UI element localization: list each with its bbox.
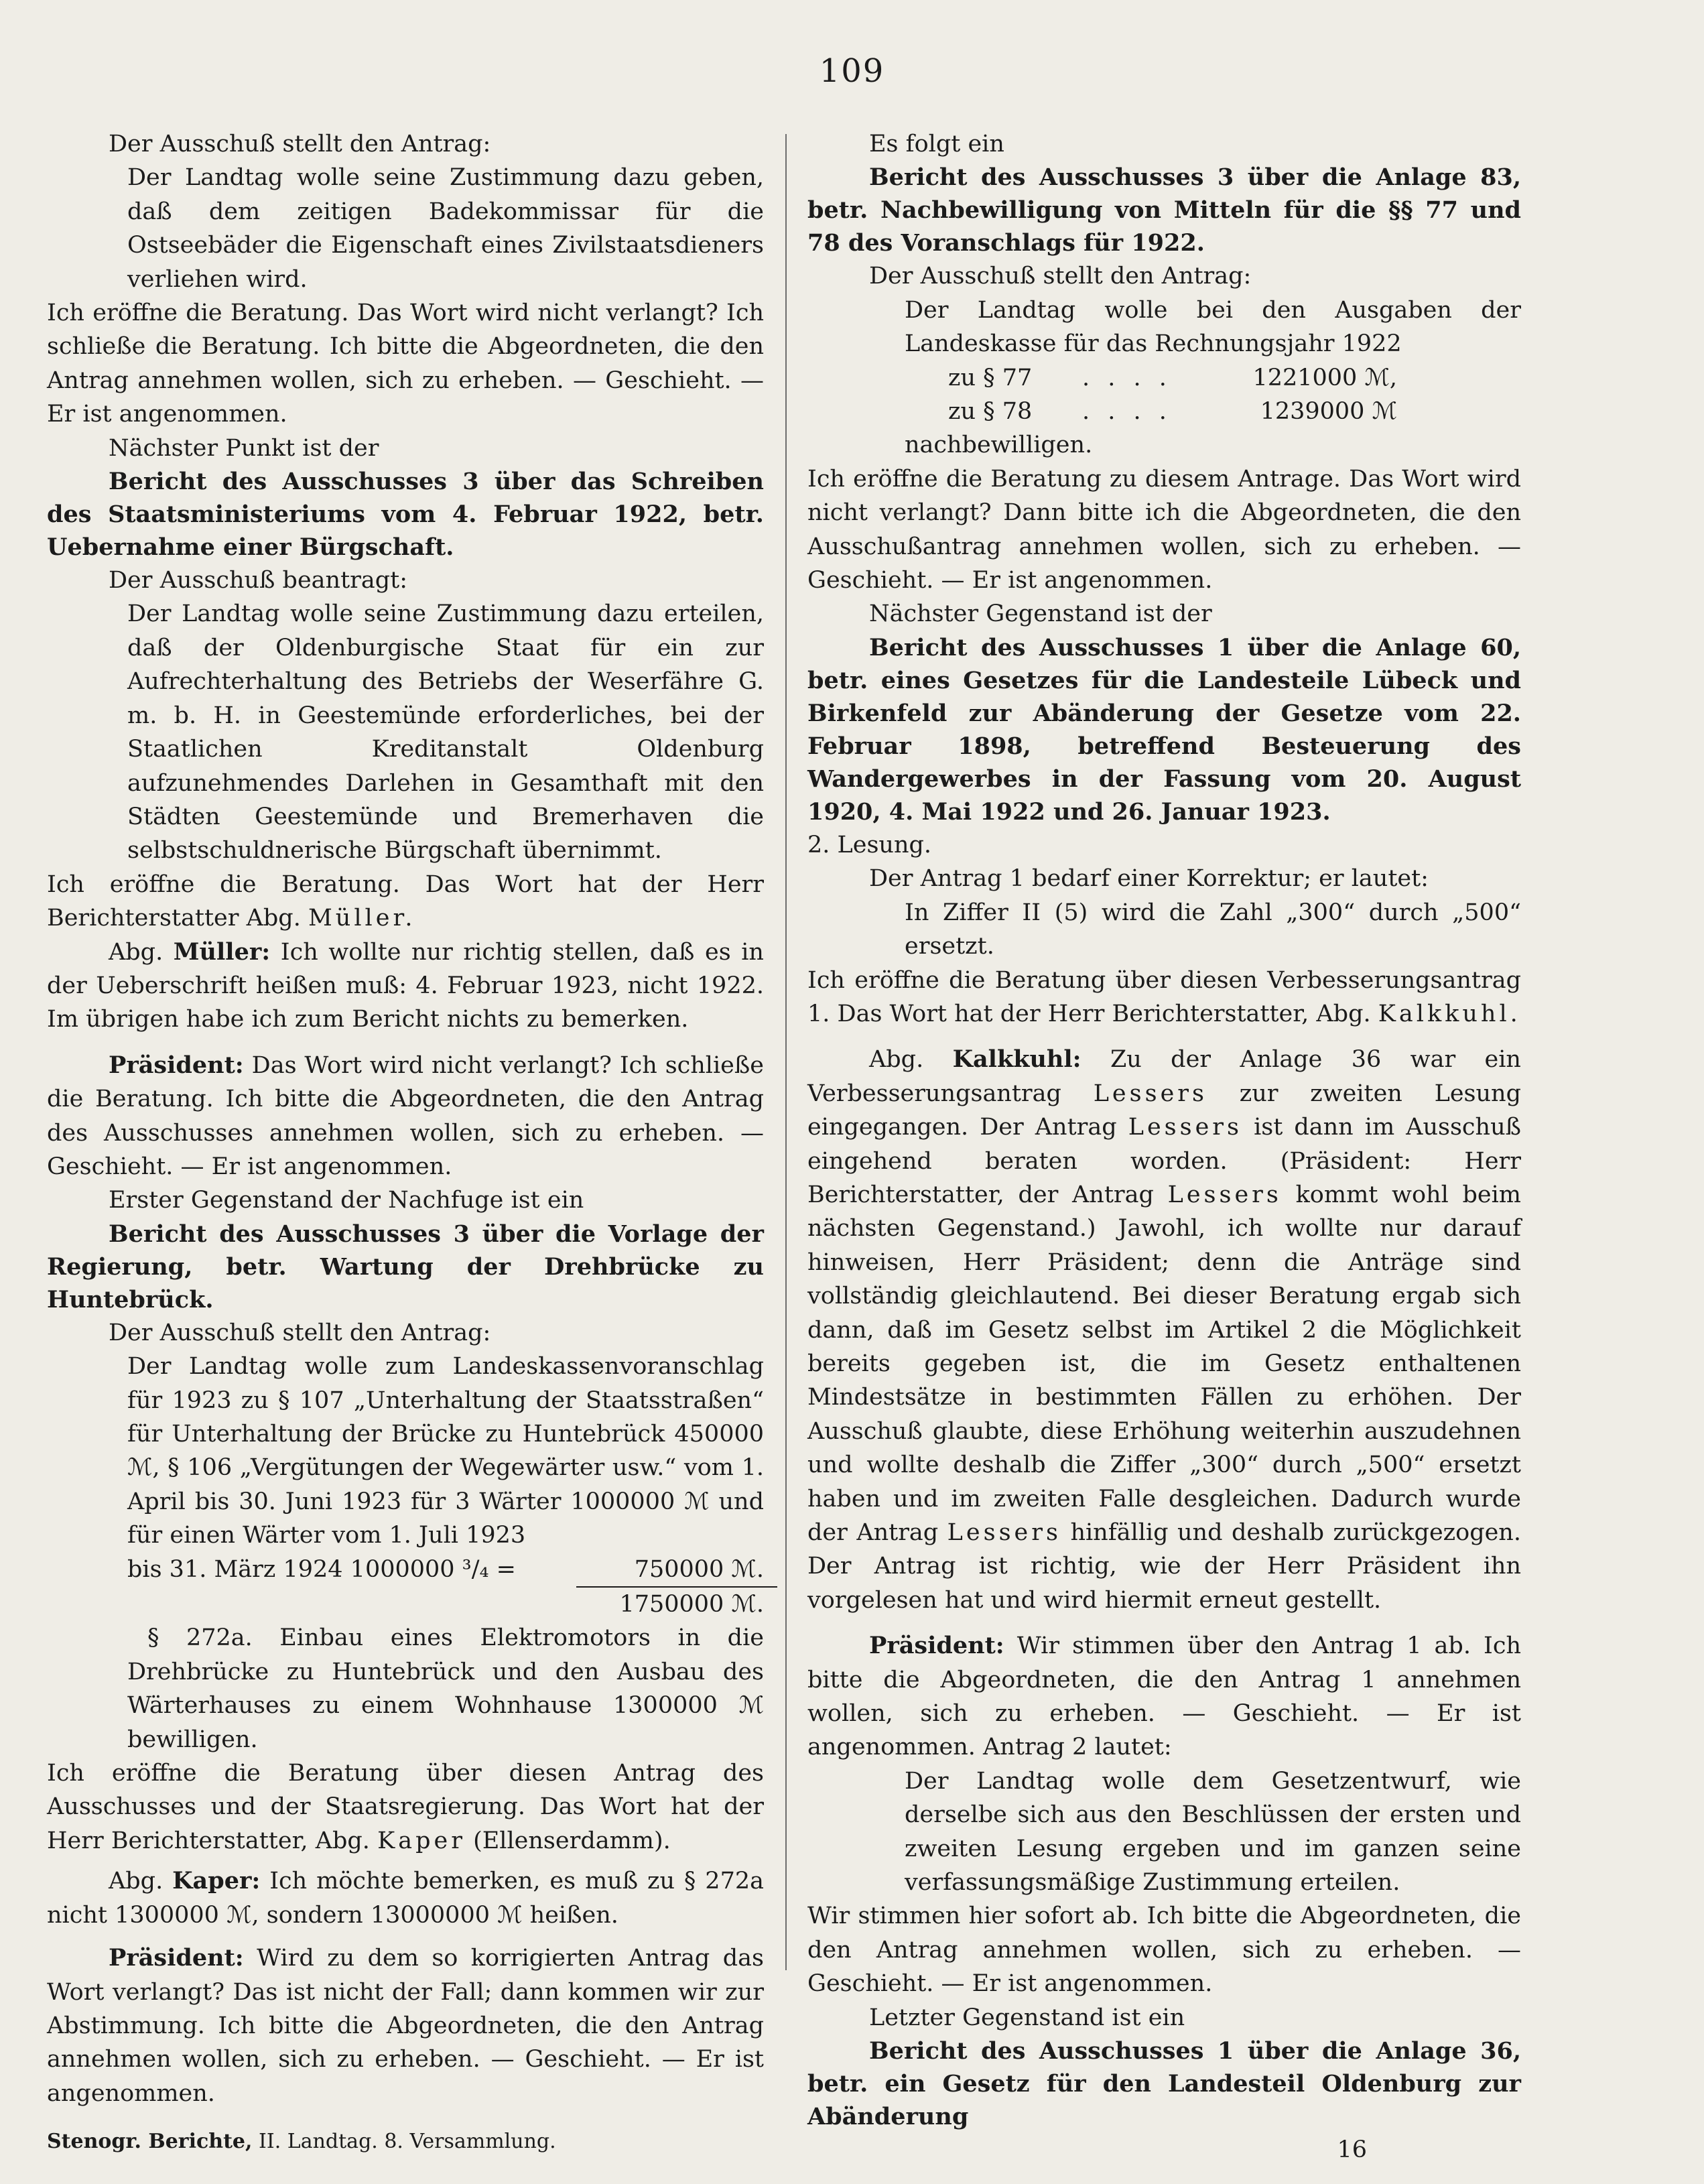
- speaker-name: Präsident:: [109, 1944, 244, 1972]
- speaker-name: Müller.: [308, 905, 416, 932]
- paragraph: Nächster Punkt ist der: [109, 434, 379, 462]
- speaker-name: Präsident:: [869, 1632, 1004, 1660]
- motion-text: In Ziffer II (5) wird die Zahl „300“ durch „500“ ersetzt.: [905, 899, 1521, 960]
- paragraph: [47, 1049, 764, 1184]
- calc-sum-row: [127, 1588, 764, 1621]
- calc-sum: 1750000 ℳ.: [619, 1591, 764, 1618]
- paragraph-text: zur zweiten Lesung eingegangen. Der Antrag: [807, 1080, 1521, 1141]
- paragraph: [807, 1043, 1521, 1617]
- paragraph: Ich eröffne die Beratung. Das Wort wird nicht verlangt? Ich schließe die Beratung. Ich bitte die Abgeordneten, die den Antrag annehmen wollen, sich zu erheben. — Geschieht. — Er ist angenommen.: [47, 300, 764, 428]
- report-heading: Bericht des Ausschusses 3 über das Schreiben des Staatsministeriums vom 4. Februar 1922, betr. Uebernahme einer Bürgschaft.: [47, 468, 764, 562]
- report-heading: Bericht des Ausschusses 1 über die Anlage 60, betr. eines Gesetzes für die Landesteile Lübeck und Birkenfeld zur Abänderung der Gesetze vom 22. Februar 1898, betreffend Besteuerung des Wandergewerbes in der Fassung vom 20. August 1920, 4. Mai 1922 und 26. Januar 1923.: [807, 633, 1521, 826]
- paragraph: [47, 1864, 764, 1932]
- paragraph: [807, 1629, 1521, 1764]
- paragraph: [47, 868, 764, 936]
- speaker-name: Kalkkuhl:: [952, 1045, 1082, 1074]
- appropriation-label: zu § 77: [948, 364, 1033, 391]
- paragraph-text: Das Wort wird nicht verlangt? Ich schließe die Beratung. Ich bitte die Abgeordneten, die den Antrag des Ausschusses annehmen wollen, sich zu erheben. — Geschieht. — Er ist angenommen.: [47, 1051, 764, 1180]
- calc-spacer: [127, 1588, 567, 1621]
- motion-text: Der Landtag wolle zum Landeskassenvoranschlag für 1923 zu § 107 „Unterhaltung der Staatsstraßen“ für Unterhaltung der Brücke zu Huntebrück 450000 ℳ, § 106 „Vergütungen der Wegewärter usw.“ vom 1. April bis 30. Juni 1923 für 3 Wärter 1000000 ℳ und für einen Wärter vom 1. Juli 1923: [127, 1353, 764, 1549]
- paragraph-text: Ich möchte bemerken, es muß zu § 272a nicht 1300000 ℳ, sondern 13000000 ℳ heißen.: [47, 1868, 764, 1929]
- appropriation-row: [948, 361, 1521, 395]
- leader-dots: . . . .: [1082, 398, 1172, 426]
- paragraph-text: Wird zu dem so korrigierten Antrag das Wort verlangt? Das ist nicht der Fall; dann kommen wir zur Abstimmung. Ich bitte die Abgeordneten, die den Antrag annehmen wollen, sich zu erheben. — Geschieht. — Er ist angenommen.: [47, 1945, 764, 2107]
- paragraph-text: Ich eröffne die Beratung über diesen Verbesserungsantrag 1. Das Wort hat der Herr Berichterstatter, Abg.: [807, 966, 1521, 1027]
- speaker-name: Kaper:: [172, 1867, 261, 1895]
- footer-volume: II. Landtag. 8. Versammlung.: [259, 2130, 556, 2154]
- speaker-name: Müller:: [173, 938, 271, 966]
- page-footer: [47, 2125, 764, 2159]
- paragraph-text: hinfällig und deshalb zurückgezogen. Der Antrag ist richtig, wie der Herr Präsident ihn vorgelesen hat und wird hiermit erneut gestellt.: [807, 1519, 1521, 1614]
- appropriation-amount: 1221000 ℳ,: [1252, 364, 1397, 391]
- appropriation-row: [948, 395, 1521, 428]
- paragraph: [47, 936, 764, 1037]
- appropriation-label: zu § 78: [948, 398, 1033, 426]
- report-heading: Bericht des Ausschusses 1 über die Anlage 36, betr. ein Gesetz für den Landesteil Oldenburg zur Abänderung: [807, 2037, 1521, 2131]
- paragraph: Letzter Gegenstand ist ein: [869, 2004, 1185, 2031]
- paragraph: 2. Lesung.: [807, 831, 932, 858]
- paragraph-text: ist dann im Ausschuß eingehend beraten worden. (Präsident: Herr Berichterstatter, der Antrag: [807, 1114, 1521, 1208]
- paragraph: [47, 1756, 764, 1858]
- paragraph-text: (Ellenserdamm).: [473, 1827, 671, 1854]
- person-name: Lessers: [947, 1519, 1061, 1546]
- left-column: [47, 127, 764, 2159]
- page-number: 109: [819, 52, 885, 90]
- signature-mark: 16: [1337, 2136, 1367, 2164]
- motion-text: nachbewilligen.: [905, 432, 1093, 459]
- paragraph: Der Ausschuß stellt den Antrag:: [109, 131, 491, 157]
- motion-text: Der Landtag wolle dem Gesetzentwurf, wie derselbe sich aus den Beschlüssen der ersten und zweiten Lesung ergeben und im ganzen seine verfassungsmäßige Zustimmung erteilen.: [905, 1767, 1521, 1897]
- speaker-prefix: Abg.: [109, 938, 163, 966]
- paragraph: Der Ausschuß beantragt:: [109, 567, 408, 594]
- person-name: Lessers: [1093, 1080, 1207, 1107]
- motion-text: Der Landtag wolle bei den Ausgaben der Landeskasse für das Rechnungsjahr 1922: [905, 296, 1521, 358]
- motion-text: § 272a. Einbau eines Elektromotors in die Drehbrücke zu Huntebrück und den Ausbau des Wärterhauses zu einem Wohnhause 1300000 ℳ bewilligen.: [127, 1624, 764, 1753]
- leader-dots: . . . .: [1082, 364, 1172, 391]
- paragraph-text: Wir stimmen über den Antrag 1 ab. Ich bitte die Abgeordneten, die den Antrag 1 annehmen wollen, sich zu erheben. — Geschieht. — Er ist angenommen. Antrag 2 lautet:: [807, 1632, 1521, 1761]
- report-heading: Bericht des Ausschusses 3 über die Anlage 83, betr. Nachbewilligung von Mitteln für die §§ 77 und 78 des Voranschlags für 1922.: [807, 164, 1521, 257]
- paragraph-text: Zu der Anlage 36 war ein Verbesserungsantrag: [807, 1046, 1521, 1107]
- footer-series: Stenogr. Berichte,: [47, 2130, 253, 2154]
- person-name: Lessers: [1167, 1181, 1282, 1208]
- paragraph: Nächster Gegenstand ist der: [869, 600, 1212, 628]
- paragraph-text: Ich wollte nur richtig stellen, daß es in der Ueberschrift heißen muß: 4. Februar 1923, nicht 1922. Im übrigen habe ich zum Bericht nichts zu bemerken.: [47, 938, 764, 1033]
- paragraph: Der Ausschuß stellt den Antrag:: [109, 1319, 491, 1346]
- column-divider: [785, 134, 787, 1970]
- appropriation-amount: 1239000 ℳ: [1260, 398, 1397, 426]
- paragraph: Wir stimmen hier sofort ab. Ich bitte die Abgeordneten, die den Antrag annehmen wollen, sich zu erheben. — Geschieht. — Er ist angenommen.: [807, 1903, 1521, 1998]
- motion-text: Der Landtag wolle seine Zustimmung dazu erteilen, daß der Oldenburgische Staat für ein zur Aufrechterhaltung des Betriebs der Weserfähre G. m. b. H. in Geestemünde erforderliches, bei der Staatlichen Kreditanstalt Oldenburg aufzunehmendes Darlehen in Gesamthaft mit den Städten Geestemünde und Bremerhaven die selbstschuldnerische Bürgschaft übernimmt.: [127, 600, 764, 864]
- paragraph: Der Ausschuß stellt den Antrag:: [869, 263, 1252, 290]
- right-column: [807, 127, 1521, 2167]
- paragraph: [807, 964, 1521, 1031]
- speaker-name: Kaper: [377, 1827, 466, 1854]
- speaker-name: Präsident:: [109, 1051, 244, 1079]
- speaker-prefix: Abg.: [109, 1868, 163, 1895]
- paragraph-text: Ich eröffne die Beratung über diesen Antrag des Ausschusses und der Staatsregierung. Das Wort hat der Herr Berichterstatter, Abg.: [47, 1760, 764, 1854]
- calc-row: [127, 1553, 764, 1586]
- calc-label: bis 31. März 1924 1000000 ³/₄ =: [127, 1555, 516, 1583]
- paragraph: Es folgt ein: [869, 131, 1004, 157]
- paragraph-text: Ich eröffne die Beratung. Das Wort hat der Herr Berichterstatter Abg.: [47, 871, 764, 932]
- speaker-prefix: Abg.: [869, 1046, 924, 1074]
- motion-text: Der Landtag wolle seine Zustimmung dazu geben, daß dem zeitigen Badekommissar für die Ostseebäder die Eigenschaft eines Zivilstaatsdieners verliehen wird.: [127, 164, 764, 293]
- calculation: [127, 1553, 764, 1622]
- paragraph: [47, 1941, 764, 2110]
- person-name: Lessers: [1128, 1114, 1243, 1141]
- calc-amount: 750000 ℳ.: [634, 1555, 764, 1583]
- speaker-name: Kalkkuhl.: [1378, 1000, 1521, 1027]
- paragraph: Erster Gegenstand der Nachfuge ist ein: [109, 1187, 584, 1214]
- report-heading: Bericht des Ausschusses 3 über die Vorlage der Regierung, betr. Wartung der Drehbrücke zu Huntebrück.: [47, 1220, 764, 1313]
- paragraph: Ich eröffne die Beratung zu diesem Antrage. Das Wort wird nicht verlangt? Dann bitte ich die Abgeordneten, die den Ausschußantrag annehmen wollen, sich zu erheben. — Geschieht. — Er ist angenommen.: [807, 465, 1521, 594]
- paragraph: Der Antrag 1 bedarf einer Korrektur; er lautet:: [869, 865, 1429, 893]
- paragraph-text: kommt wohl beim nächsten Gegenstand.) Jawohl, ich wollte nur darauf hinweisen, Herr Präsident; denn die Anträge sind vollständig gleichlautend. Bei dieser Beratung ergab sich dann, daß im Gesetz selbst im Artikel 2 die Möglichkeit bereits gegeben ist, die im Gesetz enthaltenen Mindestsätze in bestimmten Fällen zu erhöhen. Der Ausschuß glaubte, diese Erhöhung weiterhin auszudehnen und wollte deshalb die Ziffer „300“ durch „500“ ersetzt haben und im zweiten Falle desgleichen. Dadurch wurde der Antrag: [807, 1181, 1521, 1546]
